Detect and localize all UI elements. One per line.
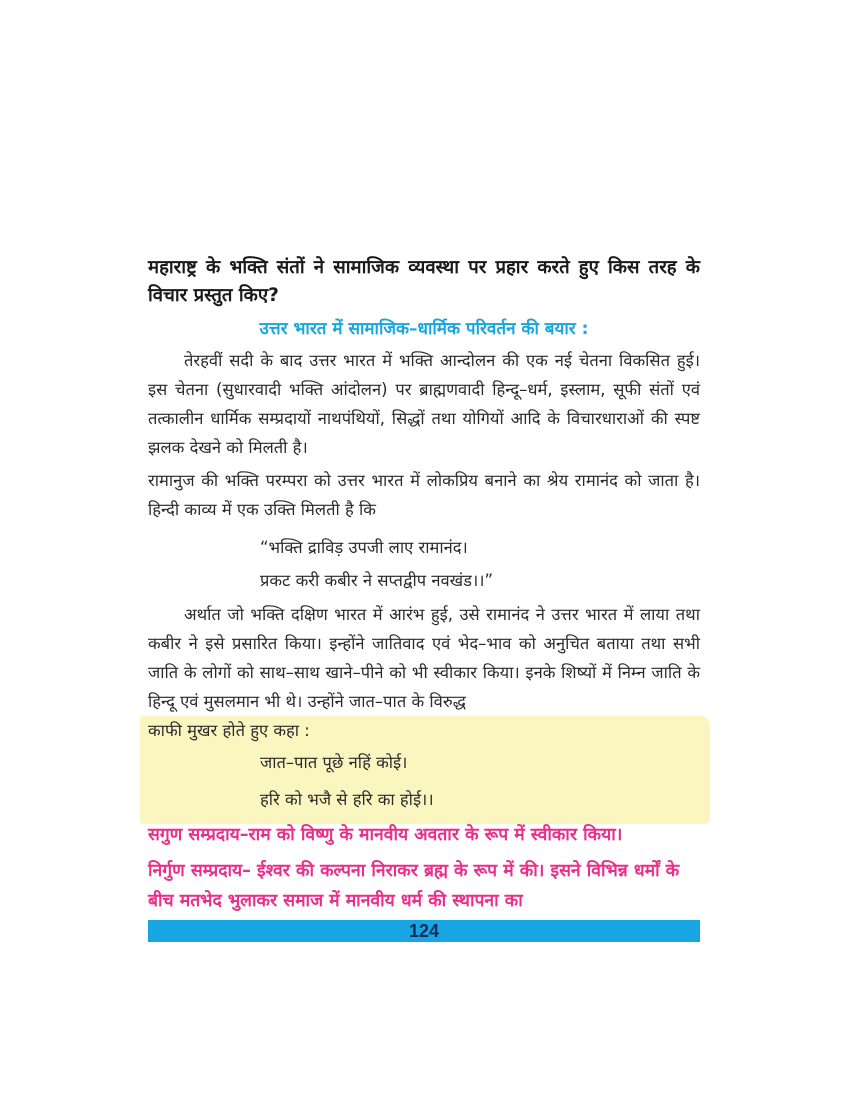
saguna-note: सगुण सम्प्रदाय–राम को विष्णु के मानवीय अवतार के रूप में स्वीकार किया। [148,825,623,845]
verse-line-3: जात–पात पूछे नहिं कोई। [260,753,408,772]
verse-line-2: प्रकट करी कबीर ने सप्तद्वीप नवखंड।।” [260,571,494,590]
paragraph-4: काफी मुखर होते हुए कहा : [148,721,310,740]
paragraph-2: रामानुज की भक्ति परम्परा को उत्तर भारत में लोकप्रिय बनाने का श्रेय रामानंद को जाता है। हिन्दी काव्य में एक उक्ति मिलती है कि [148,471,700,519]
question-text: महाराष्ट्र के भक्ति संतों ने सामाजिक व्यवस्था पर प्रहार करते हुए किस तरह के विचार प्रस्तुत किए? [148,257,700,306]
nirguna-note: निर्गुण सम्प्रदाय– ईश्वर की कल्पना निराकर ब्रह्म के रूप में की। इसने विभिन्न धर्मों के बीच मतभेद भुलाकर समाज में मानवीय धर्म की स्थापना का [148,861,680,911]
paragraph-1: तेरहवीं सदी के बाद उत्तर भारत में भक्ति आन्दोलन की एक नई चेतना विकसित हुई। इस चेतना (सुधारवादी भक्ति आंदोलन) पर ब्राह्मणवादी हिन्दू–धर्म, इस्लाम, सूफी संतों एवं तत्कालीन धार्मिक सम्प्रदायों नाथपंथियों, सिद्धों तथा योगियों आदि के विचारधाराओं की स्पष्ट झलक देखने को मिलती है। [148,351,700,457]
page-footer-bar [148,920,700,942]
section-heading: उत्तर भारत में सामाजिक–धार्मिक परिवर्तन की बयार : [259,319,589,339]
paragraph-3: अर्थात जो भक्ति दक्षिण भारत में आरंभ हुई, उसे रामानंद ने उत्तर भारत में लाया तथा कबीर ने इसे प्रसारित किया। इन्होंने जातिवाद एवं भेद–भाव को अनुचित बताया तथा सभी जाति के लोगों को साथ–साथ खाने–पीने को भी स्वीकार किया। इनके शिष्यों में निम्न जाति के हिन्दू एवं मुसलमान भी थे। उन्होंने जात–पात के विरुद्ध [148,605,700,711]
page-number: 124 [408,921,440,941]
verse-line-1: “भक्ति द्राविड़ उपजी लाए रामानंद। [260,538,468,557]
verse-line-4: हरि को भजै से हरि का होई।। [260,790,434,809]
